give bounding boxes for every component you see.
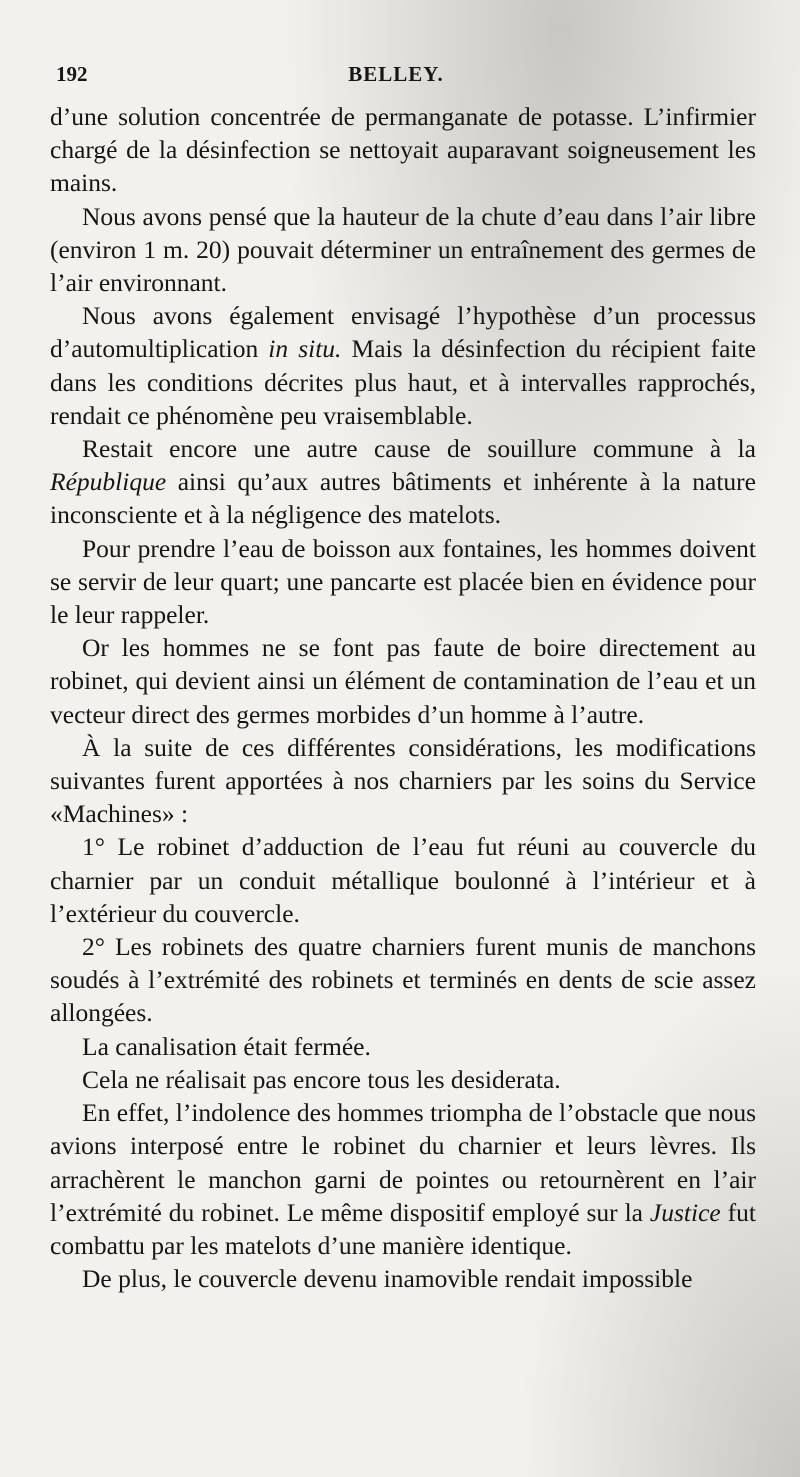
paragraph-10 bbox=[50, 1096, 756, 1262]
paragraph-7: À la suite de ces différentes considérations, les modifications suivantes furent apportées à nos charniers par les soins du Service «Machines» : bbox=[50, 732, 756, 829]
paragraph-4-text-a: Restait encore une autre cause de souillure commune à la bbox=[82, 434, 756, 464]
paragraph-10-text-a: En effet, l’indolence des hommes triompha de l’obstacle que nous avions interposé entre le robinet du charnier et leurs lèvres. Ils arrachèrent le manchon garni de pointes ou retournèrent en l’air l’extrémité du robinet. Le même dispositif employé sur la bbox=[50, 1098, 756, 1227]
body-text bbox=[50, 100, 756, 1295]
paragraph-4-italic: République bbox=[50, 467, 167, 497]
paragraph-2: Nous avons pensé que la hauteur de la chute d’eau dans l’air libre (environ 1 m. 20) pouvait déterminer un entraînement des germes de l’air environnant. bbox=[50, 201, 756, 298]
paragraph-3-text-a: Nous avons également envisagé l’hypothèse d’un processus d’automultiplication bbox=[50, 301, 756, 364]
paragraph-3-text-b: Mais la désinfection du récipient faite dans les conditions décrites plus haut, et à intervalles rapprochés, rendait ce phénomène peu vraisemblable. bbox=[50, 334, 756, 430]
paragraph-5: Pour prendre l’eau de boisson aux fontaines, les hommes doivent se servir de leur quart; une pancarte est placée bien en évidence pour le leur rappeler. bbox=[50, 533, 756, 630]
running-head: BELLEY. bbox=[348, 62, 444, 86]
paragraph-3 bbox=[50, 299, 756, 432]
paragraph-4-text-b: ainsi qu’aux autres bâtiments et inhérente à la nature inconsciente et à la négligence des matelots. bbox=[50, 467, 756, 530]
paragraph-9: Cela ne réalisait pas encore tous les desiderata. bbox=[82, 1064, 561, 1094]
paragraph-10-italic: Justice bbox=[649, 1197, 721, 1227]
list-item-1: 1° Le robinet d’adduction de l’eau fut réuni au couvercle du charnier par un conduit métallique boulonné à l’intérieur et à l’extérieur du couvercle. bbox=[50, 832, 756, 928]
paragraph-1: d’une solution concentrée de permanganate de potasse. L’infirmier chargé de la désinfection se nettoyait auparavant soigneusement les mains. bbox=[50, 102, 756, 198]
paragraph-3-italic: in situ. bbox=[268, 334, 342, 364]
paragraph-6: Or les hommes ne se font pas faute de boire directement au robinet, qui devient ainsi un élément de contamination de l’eau et un vecteur direct des germes morbides d’un homme à l’autre. bbox=[50, 633, 756, 729]
page-header bbox=[56, 62, 736, 92]
page-number: 192 bbox=[56, 62, 88, 86]
paragraph-4 bbox=[50, 432, 756, 532]
paragraph-10-text-b: fut combattu par les matelots d’une manière identique. bbox=[50, 1197, 756, 1260]
paragraph-8: La canalisation était fermée. bbox=[82, 1031, 371, 1061]
list-item-2: 2° Les robinets des quatre charniers furent munis de manchons soudés à l’extrémité des robinets et terminés en dents de scie assez allongées. bbox=[50, 932, 756, 1028]
paragraph-11: De plus, le couvercle devenu inamovible rendait impossible bbox=[82, 1264, 693, 1294]
